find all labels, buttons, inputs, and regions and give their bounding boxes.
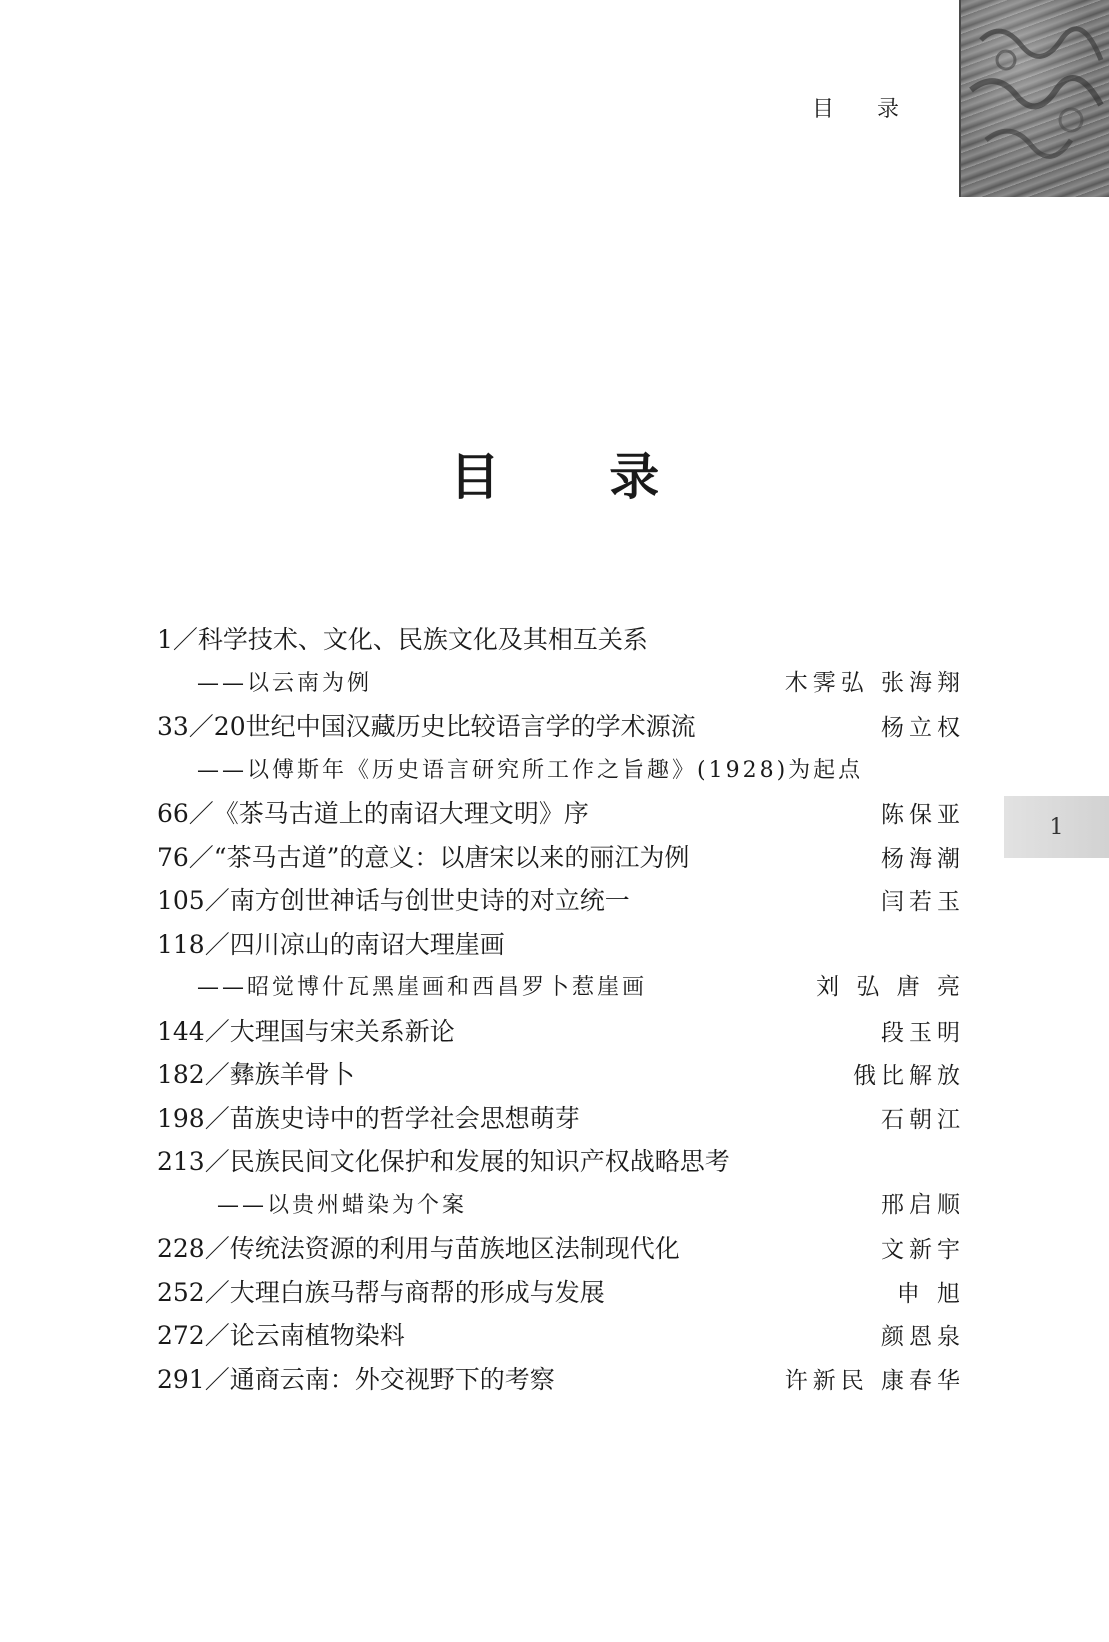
toc-entry-title: 105／南方创世神话与创世史诗的对立统一 [157,886,630,915]
toc-entry-author: 刘 弘 唐 亮 [816,974,965,1000]
toc-entry-title: 144／大理国与宋关系新论 [157,1016,455,1046]
toc-entry[interactable] [157,705,965,749]
toc-entry-subtitle: ——以云南为例 [197,670,373,696]
toc-entry-author: 杨海潮 [881,845,965,872]
toc-entry-title: 118／四川凉山的南诏大理崖画 [157,929,505,959]
toc-entry[interactable] [157,879,965,923]
toc-entry-author: 石朝江 [881,1106,965,1133]
toc-entry-subtitle: ——以傅斯年《历史语言研究所工作之旨趣》(1928)为起点 [197,757,864,783]
toc-entry[interactable] [157,792,965,836]
toc-entry-author: 俄比解放 [853,1063,965,1089]
toc-entry[interactable] [157,1227,965,1271]
toc-entry[interactable] [157,1314,965,1358]
toc-entry-author: 木霁弘 张海翔 [784,669,965,696]
toc-entry[interactable] [157,662,965,706]
toc-entry-title: 198／苗族史诗中的哲学社会思想萌芽 [157,1103,580,1133]
page-number: 1 [1049,814,1064,840]
page-title: 目 录 [449,448,706,506]
toc-entry-title: 1／科学技术、文化、民族文化及其相互关系 [157,625,648,654]
toc-entry[interactable] [157,1271,965,1315]
toc-entry[interactable] [157,923,965,967]
toc-entry[interactable] [157,1358,965,1402]
toc-entry-author: 申 旭 [896,1280,965,1307]
toc-entry-author: 段玉明 [881,1019,965,1046]
toc-entry[interactable] [157,1097,965,1141]
toc-entry[interactable] [157,966,965,1010]
toc-entry[interactable] [157,749,965,793]
toc-entry-title: 228／传统法资源的利用与苗族地区法制现代化 [157,1234,680,1263]
toc-entry-author: 颜恩泉 [881,1324,965,1350]
toc-entry[interactable] [157,1184,965,1228]
toc-entry-author: 陈保亚 [881,802,965,828]
toc-entry-subtitle: ——以贵州蜡染为个案 [217,1192,468,1218]
toc-entry-title: 272／论云南植物染料 [157,1321,405,1350]
decorative-stone-image [959,0,1109,197]
running-header: 目 录 [812,97,917,122]
toc-entry[interactable] [157,1053,965,1097]
toc-entry[interactable] [157,1140,965,1184]
toc-entry-author: 许新民 康春华 [784,1367,965,1394]
toc-entry-title: 252／大理白族马帮与商帮的形成与发展 [157,1277,605,1307]
toc-entry-title: 33／20世纪中国汉藏历史比较语言学的学术源流 [157,712,696,741]
toc-entry[interactable] [157,1010,965,1054]
table-of-contents [157,618,965,1401]
page-number-tab [1004,796,1109,858]
toc-entry-author: 邢启顺 [881,1191,965,1218]
toc-entry-author: 杨立权 [881,715,965,741]
toc-entry-title: 213／民族民间文化保护和发展的知识产权战略思考 [157,1147,730,1176]
toc-entry-subtitle: ——昭觉博什瓦黑崖画和西昌罗卜惹崖画 [197,975,648,1000]
toc-entry[interactable] [157,618,965,662]
toc-entry-title: 76／“茶马古道”的意义：以唐宋以来的丽江为例 [157,842,690,872]
toc-entry-author: 闫若玉 [881,889,965,915]
toc-entry-title: 182／彝族羊骨卜 [157,1060,355,1089]
toc-entry-author: 文新宇 [881,1237,965,1263]
toc-entry-title: 66／《茶马古道上的南诏大理文明》序 [157,799,589,828]
toc-entry-title: 291／通商云南：外交视野下的考察 [157,1364,555,1394]
toc-entry[interactable] [157,836,965,880]
